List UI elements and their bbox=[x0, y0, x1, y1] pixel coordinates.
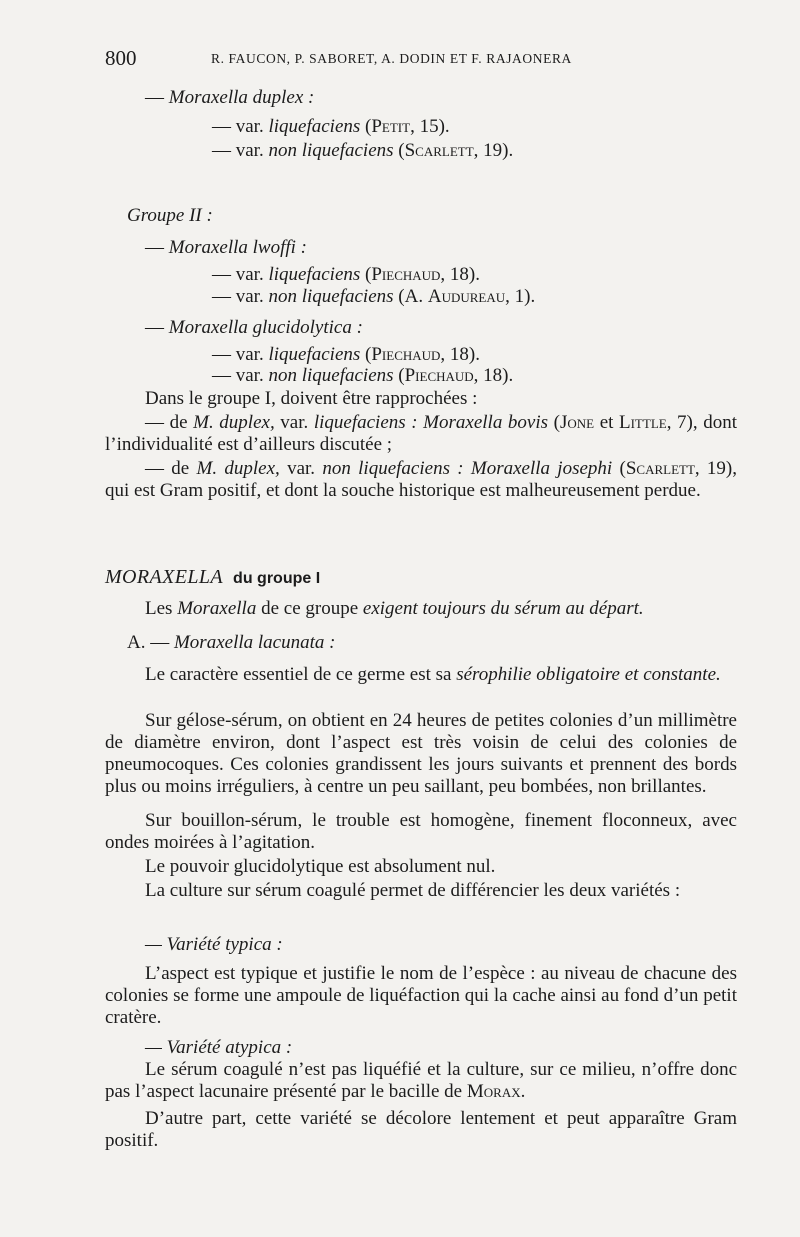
lwoffi-var-non-liquefaciens: — var. non liquefaciens (A. Audureau, 1). bbox=[212, 286, 536, 307]
duplex-var-liquefaciens: — var. liquefaciens (Petit, 15). bbox=[212, 116, 450, 137]
page-number: 800 bbox=[105, 46, 137, 70]
glucidolytica-title: — Moraxella glucidolytica : bbox=[145, 317, 363, 338]
glucidolytica-var-non-liquefaciens: — var. non liquefaciens (Piechaud, 18). bbox=[212, 365, 514, 386]
duplex-var-non-liquefaciens: — var. non liquefaciens (Scarlett, 19). bbox=[212, 140, 514, 161]
approach-item-josephi: — de M. duplex, var. non liquefaciens : Moraxella josephi (Scarlett, 19), qui est Gram positif, et dont la souche historique est malheureusement perdue. bbox=[105, 458, 738, 501]
section-heading: MORAXELLA du groupe I bbox=[105, 566, 321, 588]
paragraph-typica: L’aspect est typique et justifie le nom de l’espèce : au niveau de chacune des colonies se forme une ampoule de liquéfaction qui la cache ainsi au fond d’un petit cratère. bbox=[105, 963, 737, 1028]
atypica-title: — Variété atypica : bbox=[145, 1037, 293, 1058]
approach-item-bovis: — de M. duplex, var. liquefaciens : Moraxella bovis (Jone et Little, 7), dont l’individualité est d’ailleurs discutée ; bbox=[105, 412, 737, 455]
paragraph-glucidolytique: Le pouvoir glucidolytique est absolument nul. bbox=[145, 856, 496, 877]
lwoffi-var-liquefaciens: — var. liquefaciens (Piechaud, 18). bbox=[212, 264, 480, 285]
approach-intro: Dans le groupe I, doivent être rapprochées : bbox=[145, 388, 478, 409]
paragraph-culture: La culture sur sérum coagulé permet de différencier les deux variétés : bbox=[145, 880, 681, 901]
lwoffi-title: — Moraxella lwoffi : bbox=[145, 237, 308, 258]
page-header bbox=[105, 46, 737, 74]
paragraph-gram: D’autre part, cette variété se décolore lentement et peut apparaître Gram positif. bbox=[105, 1108, 737, 1151]
paragraph-serophilie: Le caractère essentiel de ce germe est sa sérophilie obligatoire et constante. bbox=[145, 664, 721, 685]
running-head: R. FAUCON, P. SABORET, A. DODIN ET F. RAJAONERA bbox=[211, 51, 572, 66]
group2-title: Groupe II : bbox=[127, 205, 213, 226]
paragraph-atypica: Le sérum coagulé n’est pas liquéfié et la culture, sur ce milieu, n’offre donc pas l’aspect lacunaire présenté par le bacille de Morax. bbox=[105, 1059, 737, 1102]
section-intro: Les Moraxella de ce groupe exigent toujours du sérum au départ. bbox=[145, 598, 644, 619]
duplex-title: — Moraxella duplex : bbox=[145, 87, 315, 108]
paragraph-bouillon-serum: Sur bouillon-sérum, le trouble est homogène, finement floconneux, avec ondes moirées à l’agitation. bbox=[105, 810, 737, 853]
typica-title: — Variété typica : bbox=[145, 934, 283, 955]
subhead-lacunata: A. — Moraxella lacunata : bbox=[127, 632, 336, 653]
glucidolytica-var-liquefaciens: — var. liquefaciens (Piechaud, 18). bbox=[212, 344, 480, 365]
paragraph-gelose-serum: Sur gélose-sérum, on obtient en 24 heures de petites colonies d’un millimètre de diamètre environ, dont l’aspect est très voisin de celui des colonies de pneumocoques. Ces colonies grandissent les jours suivants et prennent des bords plus ou moins irréguliers, à centre un peu saillant, peu bombées, non brillantes. bbox=[105, 710, 737, 797]
